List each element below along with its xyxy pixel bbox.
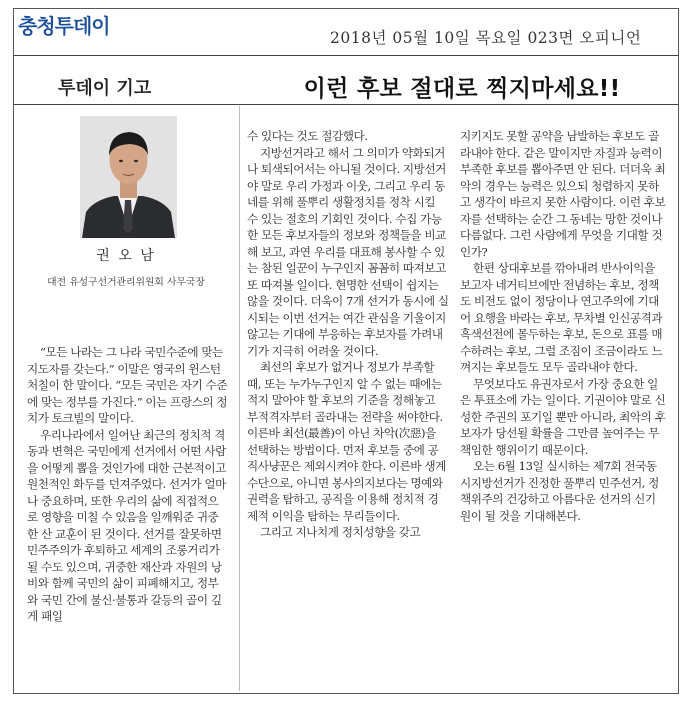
article-column-1: [27, 344, 229, 625]
paragraph: 오는 6월 13일 실시하는 제7회 전국동시지방선거가 진정한 풀뿌리 민주선거, 정책위주의 건강하고 아름다운 선거의 신기원이 될 것을 기대해본다.: [460, 459, 659, 523]
author-name: 권 오 남: [96, 248, 156, 264]
headline: 이런 후보 절대로 찍지마세요!!: [303, 76, 621, 102]
dateline: 2018년 05월 10일 목요일 023면 오피니언: [330, 29, 642, 47]
paragraph: 한편 상대후보를 깎아내려 반사이익을 보고자 네거티브에만 전념하는 후보, 정책도 비전도 없이 정당이나 연고주의에 기대어 요행을 바라는 후보, 무차별 인신공격과 흑색선전에 몰두하는 후보, 돈으로 표를 매수하려는 후보, 그럴 조짐이 조금이라도 느껴지는 후보들도 모두 골라내야 한다.: [460, 261, 663, 374]
top-rule: [14, 55, 678, 56]
paragraph: “모든 나라는 그 나라 국민수준에 맞는 지도자를 갖는다.” 이말은 영국의 윈스턴 처칠이 한 말이다. “모든 국민은 자기 수준에 맞는 정부를 가진다.” 이는 프랑스의 정치가 토크빌의 말이다.: [27, 345, 228, 425]
column-divider: [239, 106, 240, 691]
paragraph: 우리나라에서 일어난 최근의 정치적 격동과 변혁은 국민에게 선거에서 어떤 사람을 어떻게 뽑을 것인가에 대한 근본적이고 원천적인 화두를 던져주었다. 선거가 얼마나 중요하며, 또한 우리의 삶에 직접적으로 영향을 미칠 수 있음을 일깨워준 귀중한 산 교훈이 된 것이다. 선거를 잘못하면 민주주의가 후퇴하고 세계의 조롱거리가 될 수도 있으며, 귀중한 재산과 자원의 낭비와 함께 국민의 삶이 피폐해지고, 정부와 국민 간에 불신·불통과 갈등의 골이 깊게 패일: [27, 427, 226, 623]
article-column-2: [247, 128, 449, 541]
newspaper-logo: 충청투데이: [18, 14, 110, 38]
paragraph: 지방선거라고 해서 그 의미가 약화되거나 퇴색되어서는 아니될 것이다. 지방선거야 말로 우리 가정과 이웃, 그리고 우리 동네를 위해 풀뿌리 생활정치를 정착 시킬 수 있는 절호의 기회인 것이다. 수집 가능한 모든 후보자들의 정보와 정책들을 비교해 보고, 과연 우리를 대표해 봉사할 수 있는 참된 일꾼이 누구인지 꼼꼼히 따져보고 또 따져볼 일이다. 현명한 선택이 쉽지는 않을 것이다. 더욱이 7개 선거가 동시에 실시되는 이번 선거는 여간 관심을 기울이지 않고는 기대에 부응하는 후보자를 가려내기가 지극히 어려울 것이다.: [247, 145, 449, 358]
paragraph: 지키지도 못할 공약을 남발하는 후보도 골라내야 한다. 같은 말이지만 자질과 능력이 부족한 후보를 뽑아주면 안 된다. 더더욱 최악의 경우는 능력은 있으되 청렴하지 못하고 생각이 바르지 못한 사람이다. 이런 후보자를 선택하는 순간 그 동네는 망한 것이나 다름없다. 그런 사람에게 무엇을 기대할 것인가?: [460, 129, 666, 259]
paragraph: 수 있다는 것도 절감했다.: [247, 129, 368, 143]
author-affiliation: 대전 유성구선거관리위원회 사무국장: [47, 277, 205, 288]
paragraph: 그리고 지나치게 정치성향을 갖고: [260, 525, 421, 539]
header-rule: [14, 104, 678, 105]
paragraph: 최선의 후보가 없거나 정보가 부족할 때, 또는 누가누구인지 알 수 없는 때에는 적지 말아야 할 후보의 기준을 정해놓고 부적격자부터 골라내는 전략을 써야한다. 이른바 최선(最善)이 아닌 차악(次惡)을 선택하는 방법이다. 먼저 후보들 중에 공직사냥꾼은 제외시켜야 한다. 이른바 생계수단으로, 아니면 봉사의지보다는 명예와 권력을 탐하고, 공직을 이용해 정치적 경제적 이익을 탐하는 무리들이다.: [247, 360, 446, 523]
section-label: 투데이 기고: [58, 78, 152, 99]
article-column-3: [460, 128, 666, 524]
author-photo: [80, 116, 177, 238]
paragraph: 무엇보다도 유권자로서 가장 중요한 일은 투표소에 가는 일이다. 기권이야 말로 신성한 주권의 포기일 뿐만 아니라, 최악의 후보자가 당선될 확률을 그만큼 높여주는 무책임한 행위이기 때문이다.: [460, 376, 666, 457]
